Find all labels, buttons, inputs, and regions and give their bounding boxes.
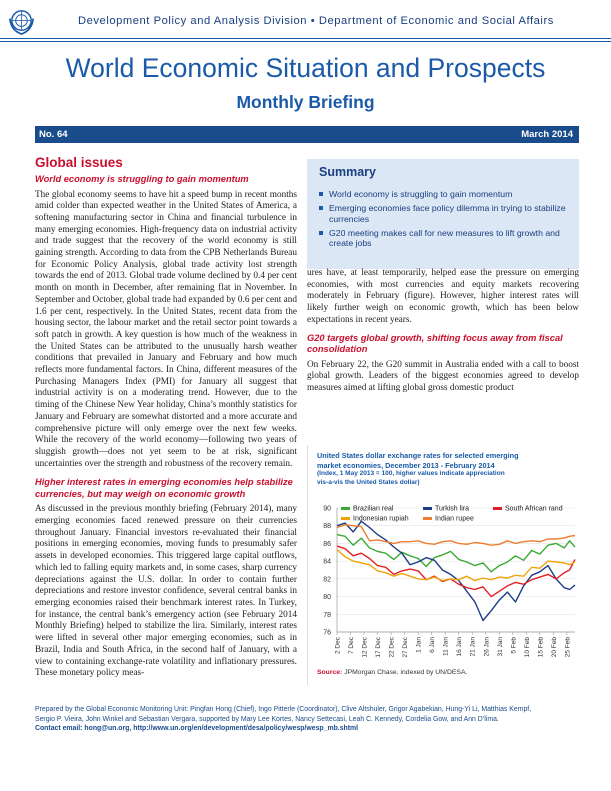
legend-swatch [341, 507, 350, 510]
y-tick-label: 78 [323, 611, 331, 619]
issue-date: March 2014 [521, 129, 573, 140]
summary-title: Summary [319, 165, 376, 179]
legend-label: South African rand [505, 505, 563, 513]
un-emblem-icon [7, 7, 36, 36]
x-tick-label: 21 Jan [469, 637, 477, 657]
x-tick-label: 10 Feb [523, 637, 531, 658]
bullet-icon [319, 192, 323, 196]
chart-title-line: market economies, December 2013 - February 2014 [317, 460, 495, 470]
bullet-icon [319, 206, 323, 210]
x-tick-label: 5 Feb [510, 637, 518, 654]
series-line [337, 525, 575, 545]
right-column [307, 268, 579, 395]
y-tick-label: 76 [323, 629, 331, 637]
x-tick-label: 31 Jan [496, 637, 504, 657]
bullet-icon [319, 231, 323, 235]
legend-label: Turkish lira [435, 505, 469, 513]
left-column [35, 155, 297, 680]
y-tick-label: 80 [323, 594, 331, 602]
y-tick-label: 88 [323, 523, 331, 531]
org-line: Development Policy and Analysis Division • Department of Economic and Social Affairs [78, 15, 554, 27]
contact-link[interactable]: hong@un.org, http://www.un.org/en/development/desa/policy/wesp/wesp_mb.shtml [84, 725, 359, 733]
summary-item: World economy is struggling to gain momentum [319, 189, 573, 200]
contact-label: Contact email: [35, 725, 83, 733]
paragraph: As discussed in the previous monthly briefing (February 2014), many emerging economies faced renewed pressure on their currencies throughout January. Financial investors re-evaluated their financial positions in emerging economies, moving funds to presumably safer assets in developed economies. This triggered large capital outflows, which led to falling equity markets and, in some cases, sharp currency depreciations against the U.S. dollar. In order to contain further depreciations and restore investor confidence, several central banks in emerging economies raised their benchmark interest rates. In Turkey, for instance, the central bank’s emergency action (see February 2014 Monthly Briefing) helped to stabilize the lira. Similarly, interest rates were lifted in several other major emerging economies, such as in Brazil, India and South Africa, in the second half of January, with a view to containing exchange-rate volatility and inflationary pressures. These monetary policy meas- [35, 504, 297, 679]
source-label: Source: [317, 669, 343, 676]
credits-line: Sergio P. Vieira, John Winkel and Sebastian Vergara, supported by Mary Lee Kortes, Nancy Settecasi, Leah C. Kennedy, Cordelia Gow, and Ann D’lima. [35, 715, 499, 723]
x-tick-label: 15 Feb [537, 637, 545, 658]
chart-source [317, 669, 467, 676]
issue-number: No. 64 [39, 129, 68, 140]
x-tick-label: 27 Dec [402, 637, 410, 658]
x-tick-label: 25 Feb [564, 637, 572, 658]
x-tick-label: 11 Jan [442, 637, 450, 657]
source-text: JPMorgan Chase, indexed by UN/DESA. [344, 669, 468, 676]
chart-title-line: United States dollar exchange rates for selected emerging [317, 451, 519, 460]
header-rule [0, 38, 611, 39]
credits-line: Prepared by the Global Economic Monitoring Unit: Pingfan Hong (Chief), Ingo Pitterle (Coordinator), Clive Altshuler, Grigor Agabekian, Hung-Yi Li, Matthias Kempf, [35, 706, 532, 713]
legend-swatch [423, 507, 432, 510]
x-tick-label: 26 Jan [483, 637, 491, 657]
x-tick-label: 6 Jan [429, 637, 437, 653]
legend-label: Indian rupee [435, 515, 474, 523]
summary-item: Emerging economies face policy dilemma in trying to stabilize currencies [319, 203, 573, 224]
paragraph: The global economy seems to have hit a speed bump in recent months amid colder than expected weather in the United States of America, a softening manufacturing sector in China and financial turbulence in many emerging economies. High-frequency data on industrial activity and trade suggest that the recovery of the world economy is still gaining strength. According to data from the CPB Netherlands Bureau for Economic Policy Analysis, global trade activity lost strength towards the end of 2013. Global trade volume declined by 0.4 per cent month on month in December, after remaining flat in November. In September and October, global trade had expanded by 0.6 per cent and 1.6 per cent, respectively. In the United States, recent data from the housing sector, the labour market and the retail sector point towards a soft patch in growth. A key question is how much of the weakness in the United States can be attributed to the unusually harsh weather conditions that prevailed in January and February and how much reflects more fundamental factors. In China, different measures of the Purchasing Managers Index (PMI) for January all suggest that industrial activity is on a moderating trend. However, due to the timing of the Chinese New Year holiday, China’s monthly statistics for January and February are somewhat distorted and a more accurate and comprehensive picture will only emerge over the next few weeks. While the recovery of the world economy—following two years of sluggish growth—does not yet seem to be at risk, significant uncertainties over the strength and robustness of the recovery remain. [35, 189, 297, 469]
x-tick-label: 7 Dec [348, 637, 356, 654]
subheading: Higher interest rates in emerging economies help stabilize currencies, but may weigh on economic growth [35, 477, 293, 499]
legend-label: Indonesian rupiah [353, 515, 409, 523]
chart-title [317, 451, 579, 487]
summary-item: G20 meeting makes call for new measures to lift growth and create jobs [319, 228, 573, 249]
summary-list [319, 189, 573, 252]
chart-subtitle-line: vis-a-vis the United States dollar) [317, 478, 420, 486]
issue-bar [35, 126, 579, 143]
x-tick-label: 16 Jan [456, 637, 464, 657]
x-tick-label: 2 Dec [334, 637, 342, 654]
y-tick-label: 90 [323, 505, 331, 513]
legend-swatch [493, 507, 502, 510]
x-tick-label: 12 Dec [361, 637, 369, 658]
legend-label: Brazilian real [353, 505, 394, 513]
x-tick-label: 22 Dec [388, 637, 396, 658]
publication-subtitle: Monthly Briefing [236, 92, 375, 112]
exchange-rate-line-chart [307, 500, 579, 670]
footer-credits [35, 705, 595, 734]
summary-box [307, 159, 579, 269]
x-tick-label: 17 Dec [375, 637, 383, 658]
y-tick-label: 84 [323, 558, 331, 566]
legend-swatch [341, 517, 350, 520]
y-tick-label: 86 [323, 540, 331, 548]
subheading: World economy is struggling to gain momentum [35, 174, 249, 184]
paragraph: ures have, at least temporarily, helped ease the pressure on emerging economies, with most currencies and equity markets recovering moderately in February (figure). However, higher interest rates will likely further weigh on economic growth, which has been below expectations in recent years. [307, 268, 579, 325]
x-tick-label: 1 Jan [415, 637, 423, 653]
header-rule [0, 41, 611, 42]
section-title: Global issues [35, 155, 123, 170]
series-line [337, 521, 575, 620]
publication-title: World Economic Situation and Prospects [65, 53, 546, 83]
paragraph: On February 22, the G20 summit in Australia ended with a call to boost global growth. Leaders of the biggest economies agreed to develop measures aimed at lifting global gross domestic product [307, 359, 579, 393]
contact-line [35, 724, 595, 734]
y-tick-label: 82 [323, 576, 331, 584]
chart-subtitle-line: (Index, 1 May 2013 = 100, higher values indicate appreciation [317, 470, 505, 477]
subheading: G20 targets global growth, shifting focus away from fiscal consolidation [307, 332, 563, 355]
legend-swatch [423, 517, 432, 520]
x-tick-label: 20 Feb [550, 637, 558, 658]
